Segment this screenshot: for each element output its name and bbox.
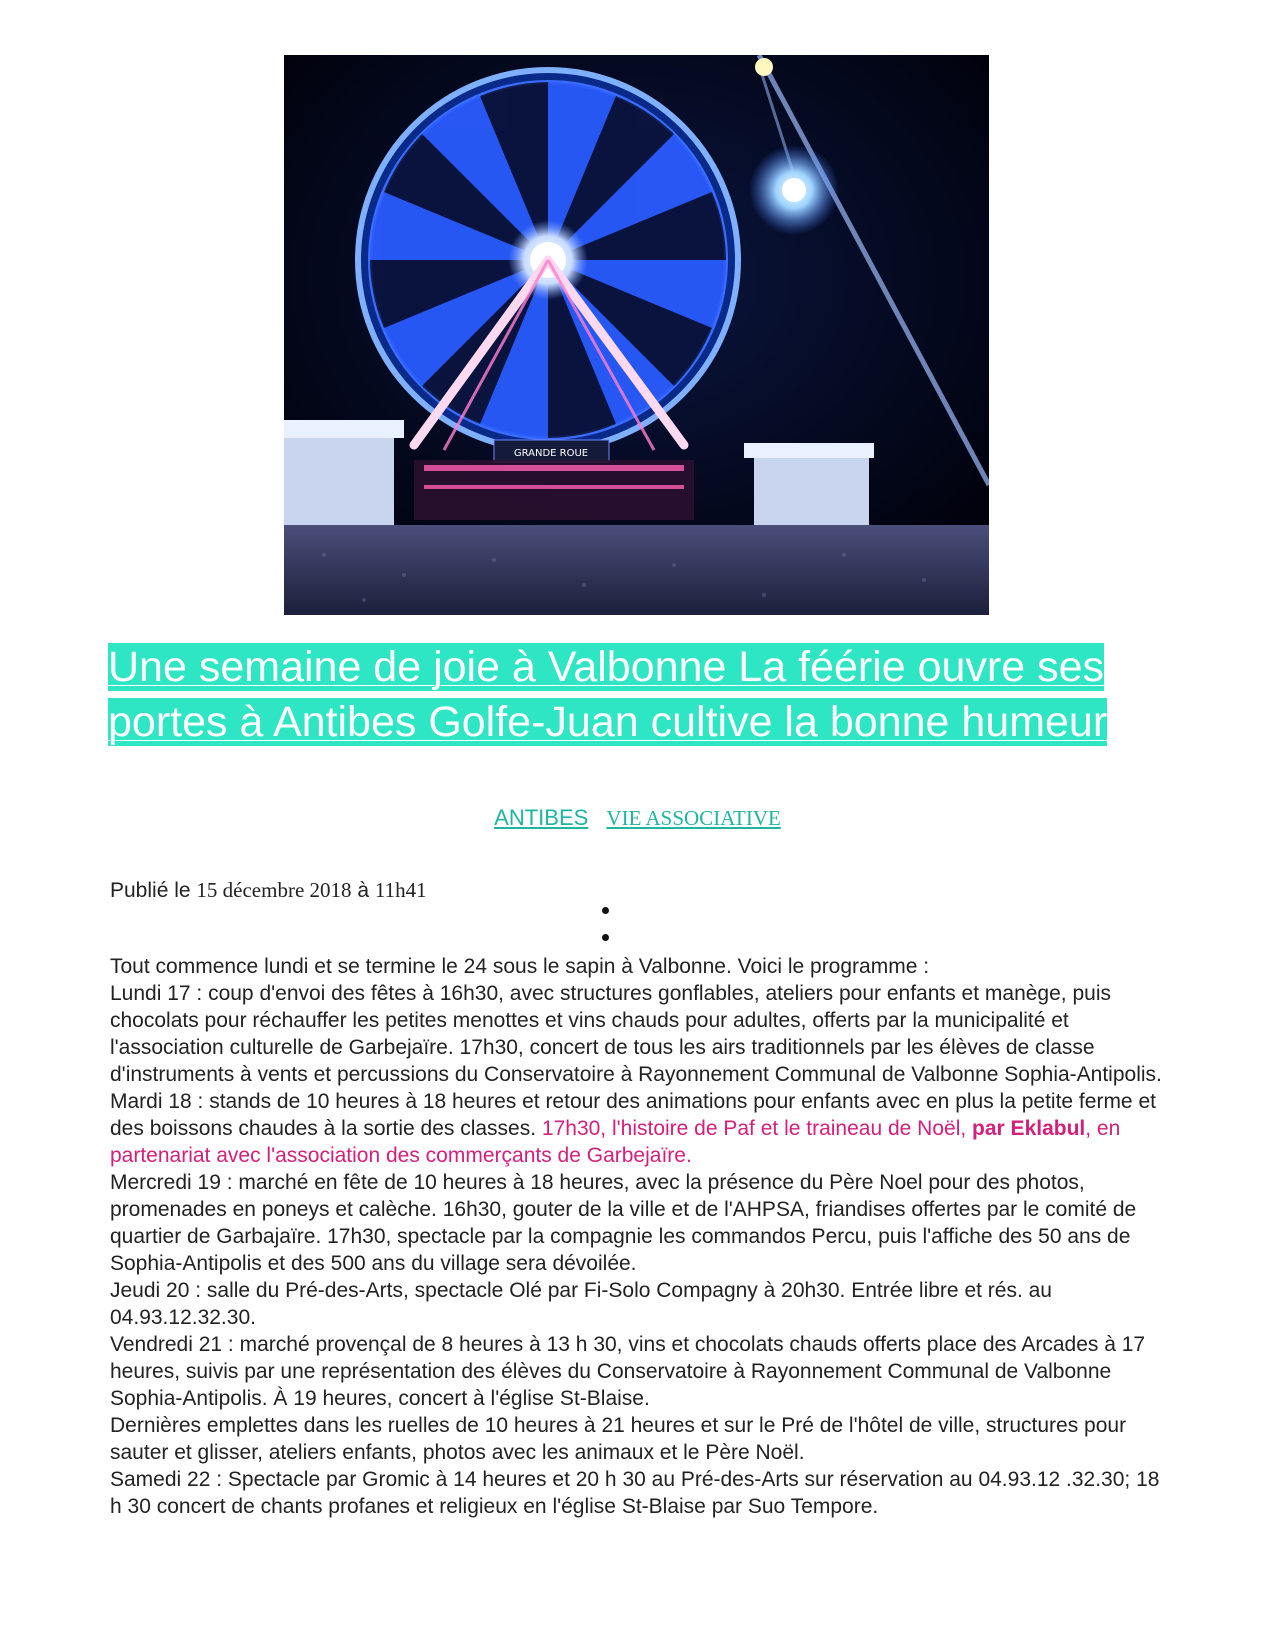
- bullet-icon: [602, 934, 609, 941]
- paragraph-samedi: Samedi 22 : Spectacle par Gromic à 14 heures et 20 h 30 au Pré-des-Arts sur réservation au 04.93.12 .32.30; 18 h 30 concert de chants profanes et religieux en l'église St-Blaise par Suo Tempore.: [110, 1468, 1160, 1518]
- wheel-sign-text: GRANDE ROUE: [513, 448, 589, 459]
- tag-vie-associative[interactable]: VIE ASSOCIATIVE: [606, 806, 781, 830]
- published-time: 11h41: [374, 878, 427, 902]
- mardi-highlight-part2: , en partenariat avec l'association des commerçants de Garbejaïre.: [110, 1117, 1121, 1167]
- paragraph-intro: Tout commence lundi et se termine le 24 sous le sapin à Valbonne. Voici le programme :: [110, 955, 930, 978]
- bullet-icon: [602, 907, 609, 914]
- publication-info: [110, 876, 427, 905]
- article-body: [110, 953, 1170, 1520]
- paragraph-mardi: [110, 1088, 1170, 1169]
- paragraph-emplettes: Dernières emplettes dans les ruelles de 10 heures à 21 heures et sur le Pré de l'hôtel de ville, structures pour sauter et glisser, ateliers enfants, photos avec les animaux et le Père Noël.: [110, 1414, 1127, 1464]
- article-photo: [284, 55, 989, 615]
- tag-list: [0, 804, 1275, 832]
- paragraph-mercredi: Mercredi 19 : marché en fête de 10 heures à 18 heures, avec la présence du Père Noel pour des photos, promenades en poneys et calèche. 16h30, gouter de la ville et de l'AHPSA, friandises offertes par le comité de quartier de Garbajaïre. 17h30, spectacle par la compagnie les commandos Percu, puis l'affiche des 50 ans de Sophia-Antipolis et des 500 ans du village sera dévoilée.: [110, 1171, 1137, 1275]
- headline-text[interactable]: Une semaine de joie à Valbonne La féérie ouvre ses portes à Antibes Golfe-Juan cultive la bonne humeur: [108, 643, 1108, 746]
- tag-antibes[interactable]: ANTIBES: [494, 805, 589, 830]
- paragraph-vendredi: Vendredi 21 : marché provençal de 8 heures à 13 h 30, vins et chocolats chauds offerts place des Arcades à 17 heures, suivis par une représentation des élèves du Conservatoire à Rayonnement Communal de Valbonne Sophia-Antipolis. À 19 heures, concert à l'église St-Blaise.: [110, 1333, 1146, 1410]
- mardi-highlight-part1: 17h30, l'histoire de Paf et le traineau de Noël,: [536, 1117, 973, 1140]
- article-headline[interactable]: [108, 640, 1168, 750]
- mardi-highlight-bold: par Eklabul: [972, 1117, 1086, 1140]
- paragraph-jeudi: Jeudi 20 : salle du Pré-des-Arts, spectacle Olé par Fi-Solo Compagny à 20h30. Entrée libre et rés. au 04.93.12.32.30.: [110, 1279, 1052, 1329]
- ferris-wheel-illustration: [284, 55, 989, 615]
- published-at: à: [357, 879, 370, 902]
- mardi-text: Mardi 18 : stands de 10 heures à 18 heures et retour des animations pour enfants avec en plus la petite ferme et des boissons chaudes à la sortie des classes.: [110, 1090, 1156, 1140]
- paragraph-lundi: Lundi 17 : coup d'envoi des fêtes à 16h30, avec structures gonflables, ateliers pour enfants et manège, puis chocolats pour réchauffer les petites menottes et vins chauds pour adultes, offerts par la municipalité et l'association culturelle de Garbejaïre. 17h30, concert de tous les airs traditionnels par les élèves de classe d'instruments à vents et percussions du Conservatoire à Rayonnement Communal de Valbonne Sophia-Antipolis.: [110, 982, 1162, 1086]
- published-date: 15 décembre 2018: [196, 878, 352, 902]
- published-label: Publié le: [110, 879, 191, 902]
